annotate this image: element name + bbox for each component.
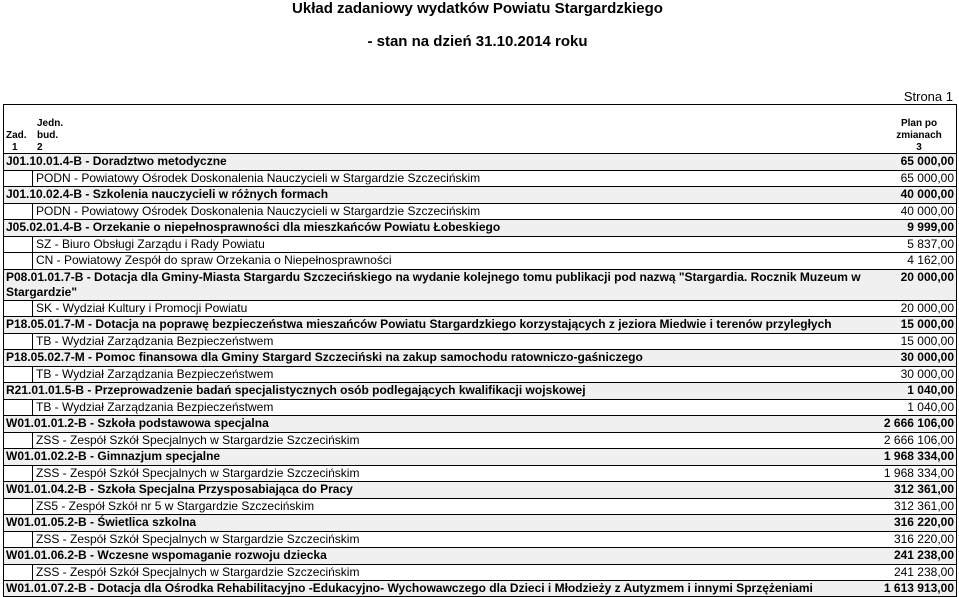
table-row-task — [3, 514, 957, 531]
unit-name: PODN - Powiatowy Ośrodek Doskonalenia Nauczycieli w Stargardzie Szczecińskim — [36, 203, 481, 218]
unit-name: TB - Wydział Zarządzania Bezpieczeństwem — [36, 333, 274, 348]
plan-amount: 312 361,00 — [893, 482, 954, 496]
table-row-unit — [3, 300, 957, 317]
header-col1: 1 — [12, 142, 18, 153]
task-name: R21.01.01.5-B - Przeprowadzenie badań specjalistycznych osób podlegających kwalifikacji wojskowej — [6, 383, 586, 397]
table-row-task — [3, 219, 957, 236]
task-name: W01.01.07.2-B - Dotacja dla Ośrodka Rehabilitacyjno -Edukacyjno- Wychowawczego dla Dzieci i Młodzieży z Autyzmem i innymi Sprzężeniami — [6, 581, 813, 595]
header-zad: Zad. — [6, 130, 27, 141]
document-subtitle: - stan na dzień 31.10.2014 roku — [367, 33, 588, 50]
table-row-task — [3, 349, 957, 366]
unit-name: ZSS - Zespół Szkół Specjalnych w Stargardzie Szczecińskim — [36, 432, 360, 447]
column-divider — [32, 565, 33, 581]
unit-name: ZSS - Zespół Szkół Specjalnych w Stargardzie Szczecińskim — [36, 564, 360, 579]
task-name: W01.01.02.2-B - Gimnazjum specjalne — [6, 449, 221, 463]
table-row-task — [3, 580, 957, 597]
plan-amount: 65 000,00 — [900, 154, 954, 168]
task-name: W01.01.06.2-B - Wczesne wspomaganie rozwoju dziecka — [6, 548, 327, 562]
plan-amount: 1 968 334,00 — [883, 449, 954, 463]
table-row-unit — [3, 465, 957, 482]
unit-name: TB - Wydział Zarządzania Bezpieczeństwem — [36, 399, 274, 414]
table-row-unit — [3, 531, 957, 548]
table-row-task — [3, 269, 957, 300]
column-divider — [32, 253, 33, 269]
unit-name: SK - Wydział Kultury i Promocji Powiatu — [36, 300, 248, 315]
plan-amount: 1 040,00 — [907, 383, 954, 397]
column-divider — [32, 334, 33, 350]
task-name: J01.10.01.4-B - Doradztwo metodyczne — [6, 154, 227, 168]
table-row-task — [3, 186, 957, 203]
plan-amount: 30 000,00 — [900, 366, 954, 381]
column-divider — [32, 466, 33, 482]
plan-amount: 4 162,00 — [907, 253, 954, 267]
unit-name: PODN - Powiatowy Ośrodek Doskonalenia Nauczycieli w Stargardzie Szczecińskim — [36, 170, 481, 185]
table-row-task — [3, 481, 957, 498]
document-title: Układ zadaniowy wydatków Powiatu Stargardzkiego — [292, 0, 663, 17]
plan-amount: 15 000,00 — [900, 317, 954, 331]
unit-name: SZ - Biuro Obsługi Zarządu i Rady Powiatu — [36, 236, 265, 251]
plan-amount: 30 000,00 — [900, 350, 954, 364]
column-divider — [32, 204, 33, 220]
plan-amount: 65 000,00 — [900, 170, 954, 185]
column-divider — [32, 171, 33, 187]
table-row-unit — [3, 203, 957, 220]
plan-amount: 20 000,00 — [900, 300, 954, 315]
unit-name: ZSS - Zespół Szkół Specjalnych w Stargardzie Szczecińskim — [36, 465, 360, 480]
table-row-unit — [3, 432, 957, 449]
table-row-task — [3, 316, 957, 333]
plan-amount: 40 000,00 — [900, 187, 954, 201]
header-col3: 3 — [916, 142, 922, 153]
column-divider — [32, 237, 33, 253]
task-name: J05.02.01.4-B - Orzekanie o niepełnosprawności dla mieszkańców Powiatu Łobeskiego — [6, 220, 501, 234]
plan-amount: 40 000,00 — [900, 203, 954, 218]
task-name: W01.01.04.2-B - Szkoła Specjalna Przysposabiająca do Pracy — [6, 482, 353, 496]
unit-name: CN - Powiatowy Zespół do spraw Orzekania o Niepełnosprawności — [36, 253, 392, 267]
plan-amount: 2 666 106,00 — [883, 432, 954, 447]
table-row-unit — [3, 252, 957, 269]
task-name: P08.01.01.7-B - Dotacja dla Gminy-Miasta Stargardu Szczecińskiego na wydanie kolejnego tomu publikacji pod nazwą "Stargardia. Rocznik Muzeum w Stargardzie" — [6, 269, 861, 299]
task-name: P18.05.02.7-M - Pomoc finansowa dla Gminy Stargard Szczeciński na zakup samochodu ratowniczo-gaśniczego — [6, 350, 643, 364]
plan-amount: 15 000,00 — [900, 333, 954, 348]
plan-amount: 241 238,00 — [893, 548, 954, 562]
table-row-unit — [3, 564, 957, 581]
column-divider — [32, 400, 33, 416]
task-name: W01.01.01.2-B - Szkoła podstawowa specjalna — [6, 416, 269, 430]
table-row-unit — [3, 236, 957, 253]
unit-name: ZSS - Zespół Szkół Specjalnych w Stargardzie Szczecińskim — [36, 531, 360, 546]
column-divider — [32, 433, 33, 449]
table-header — [3, 104, 957, 154]
plan-amount: 20 000,00 — [900, 269, 954, 284]
plan-amount: 241 238,00 — [893, 564, 954, 579]
unit-name: TB - Wydział Zarządzania Bezpieczeństwem — [36, 366, 274, 381]
header-plan-line2: zmianach — [896, 130, 942, 141]
plan-amount: 1 613 913,00 — [883, 581, 954, 595]
plan-amount: 316 220,00 — [893, 515, 954, 529]
task-name: J01.10.02.4-B - Szkolenia nauczycieli w różnych formach — [6, 187, 329, 201]
plan-amount: 1 040,00 — [907, 399, 954, 414]
table-row-task — [3, 415, 957, 432]
header-col2: 2 — [37, 142, 43, 153]
table-row-unit — [3, 170, 957, 187]
table-row-unit — [3, 498, 957, 515]
plan-amount: 1 968 334,00 — [883, 465, 954, 480]
unit-name: ZS5 - Zespół Szkół nr 5 w Stargardzie Szczecińskim — [36, 498, 315, 513]
table-row-unit — [3, 399, 957, 416]
table-row-task — [3, 153, 957, 170]
budget-table — [3, 153, 957, 597]
header-jedn-line2: bud. — [37, 130, 59, 141]
table-row-task — [3, 547, 957, 564]
header-plan-line1: Plan po — [900, 118, 938, 129]
plan-amount: 312 361,00 — [893, 498, 954, 513]
header-jedn-line1: Jedn. — [37, 118, 64, 129]
column-divider — [32, 499, 33, 515]
plan-amount: 2 666 106,00 — [883, 416, 954, 430]
table-row-unit — [3, 366, 957, 383]
table-row-unit — [3, 333, 957, 350]
plan-amount: 316 220,00 — [893, 531, 954, 546]
table-row-task — [3, 448, 957, 465]
column-divider — [32, 301, 33, 317]
table-row-task — [3, 382, 957, 399]
column-divider — [32, 532, 33, 548]
page-number: Strona 1 — [903, 89, 953, 104]
task-name: W01.01.05.2-B - Świetlica szkolna — [6, 515, 197, 529]
plan-amount: 9 999,00 — [907, 220, 954, 234]
column-divider — [32, 367, 33, 383]
plan-amount: 5 837,00 — [907, 236, 954, 251]
task-name: P18.05.01.7-M - Dotacja na poprawę bezpieczeństwa mieszańców Powiatu Stargardzkiego korzystających z jeziora Miedwie i terenów przyległych — [6, 317, 832, 331]
